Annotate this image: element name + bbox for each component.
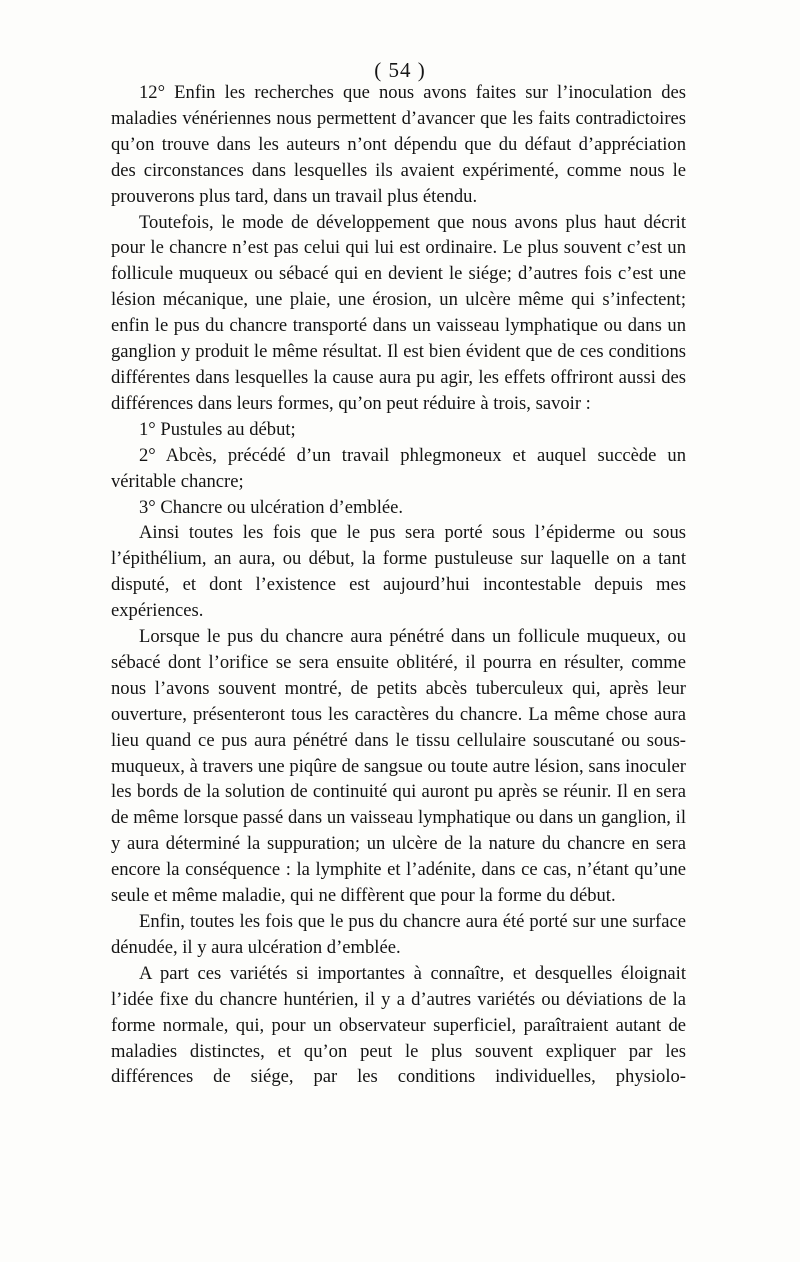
paragraph-conclusion-12: 12° Enfin les recherches que nous avons faites sur l’inoculation des maladies vénériennes nous permettent d’avancer que les faits contradictoires qu’on trouve dans les auteurs n’ont dépendu que du défaut d’appréciation des circonstances dans lesquelles ils avaient expérimenté, comme nous le prouverons plus tard, dans un travail plus étendu.	[111, 82, 686, 207]
paragraph-denuded-surface: Enfin, toutes les fois que le pus du chancre aura été porté sur une surface dénudée, il y aura ulcération d’emblée.	[111, 911, 686, 958]
paragraph-pustular-form: Ainsi toutes les fois que le pus sera porté sous l’épiderme ou sous l’épithélium, an aura, ou début, la forme pustuleuse sur laquelle on a tant disputé, et dont l’existence est aujourd’hui incontestable depuis mes expériences.	[111, 522, 686, 622]
paragraph-development-mode: Toutefois, le mode de développement que nous avons plus haut décrit pour le chancre n’est pas celui qui lui est ordinaire. Le plus souvent c’est un follicule muqueux ou sébacé qui en devient le siége; d’autres fois c’est une lésion mécanique, une plaie, une érosion, un ulcère même qui s’infectent; enfin le pus du chancre transporté dans un vaisseau lymphatique ou dans un ganglion y produit le même résultat. Il est bien évident que de ces conditions différentes dans lesquelles la cause aura pu agir, les effets offriront aussi des différences dans leurs formes, qu’on peut réduire à trois, savoir :	[111, 211, 686, 414]
list-item-chancre: 3° Chancre ou ulcération d’emblée.	[139, 496, 404, 518]
body-text	[111, 80, 686, 1090]
paragraph-follicle: Lorsque le pus du chancre aura pénétré dans un follicule muqueux, ou sébacé dont l’orifice se sera ensuite oblitéré, il pourra en résulter, comme nous l’avons souvent montré, de petits abcès tuberculeux qui, après leur ouverture, présenteront tous les caractères du chancre. La même chose aura lieu quand ce pus aura pénétré dans le tissu cellulaire souscutané ou sous-muqueux, à travers une piqûre de sangsue ou toute autre lésion, sans inoculer les bords de la solution de continuité qui auront pu après se réunir. Il en sera de même lorsque passé dans un vaisseau lymphatique ou dans un ganglion, il y aura déterminé la suppuration; un ulcère de la nature du chancre en sera encore la conséquence : la lymphite et l’adénite, dans ce cas, n’étant qu’une seule et même maladie, qui ne diffèrent que pour la forme du début.	[111, 626, 686, 907]
page-number: ( 54 )	[374, 58, 426, 82]
list-item-pustules: 1° Pustules au début;	[139, 418, 296, 440]
list-item-abces: 2° Abcès, précédé d’un travail phlegmoneux et auquel succède un véritable chancre;	[111, 444, 686, 492]
paragraph-varieties: A part ces variétés si importantes à connaître, et desquelles éloignait l’idée fixe du chancre huntérien, il y a d’autres variétés ou déviations de la forme normale, qui, pour un observateur superficiel, paraîtraient autant de maladies distinctes, et qu’on peut le plus souvent expliquer par les différences de siége, par les conditions individuelles, physiolo-	[111, 962, 686, 1088]
